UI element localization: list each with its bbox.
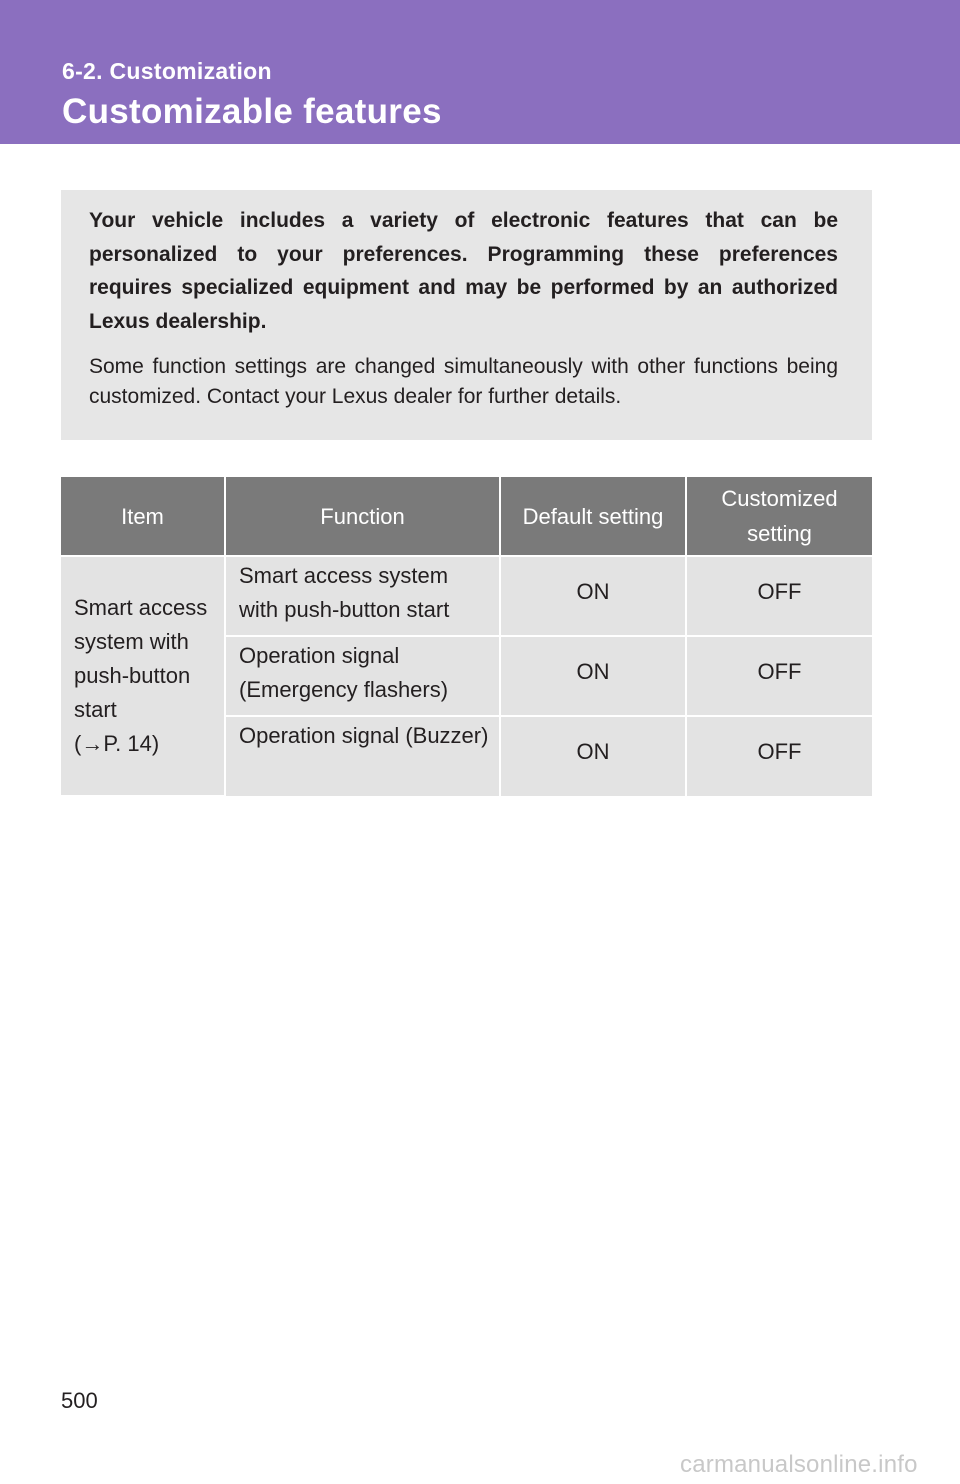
header-customized-setting: Customized setting — [686, 477, 872, 556]
header-function: Function — [225, 477, 500, 556]
section-label: 6-2. Customization — [62, 58, 272, 84]
customized-setting-cell: OFF — [686, 556, 872, 636]
item-label: Smart access system with push-button start — [74, 595, 208, 722]
function-cell: Operation signal (Buzzer) — [225, 716, 500, 796]
default-setting-cell: ON — [500, 636, 686, 716]
default-setting-cell: ON — [500, 556, 686, 636]
table-header-row — [61, 477, 872, 556]
customized-setting-cell: OFF — [686, 716, 872, 796]
page-number: 500 — [61, 1388, 98, 1413]
page-reference-link[interactable]: (→P. 14) — [74, 731, 160, 756]
page-title: Customizable features — [62, 92, 442, 131]
header-default-setting: Default setting — [500, 477, 686, 556]
function-cell: Smart access system with push-button start — [225, 556, 500, 636]
header-item: Item — [61, 477, 225, 556]
default-setting-cell: ON — [500, 716, 686, 796]
intro-bold-paragraph: Your vehicle includes a variety of electronic features that can be personalized to your preferences. Programming these preferences requires specialized equipment and may be performed by an authorized Lexus dealership. — [89, 209, 838, 333]
customization-table — [61, 477, 872, 797]
intro-note-paragraph: Some function settings are changed simultaneously with other functions being customized. Contact your Lexus dealer for further details. — [89, 355, 838, 408]
page-header — [0, 0, 960, 144]
watermark: carmanualsonline.info — [680, 1451, 918, 1478]
table-row — [61, 556, 872, 636]
function-cell: Operation signal (Emergency flashers) — [225, 636, 500, 716]
intro-box — [61, 190, 872, 440]
item-cell — [61, 556, 225, 796]
customized-setting-cell: OFF — [686, 636, 872, 716]
